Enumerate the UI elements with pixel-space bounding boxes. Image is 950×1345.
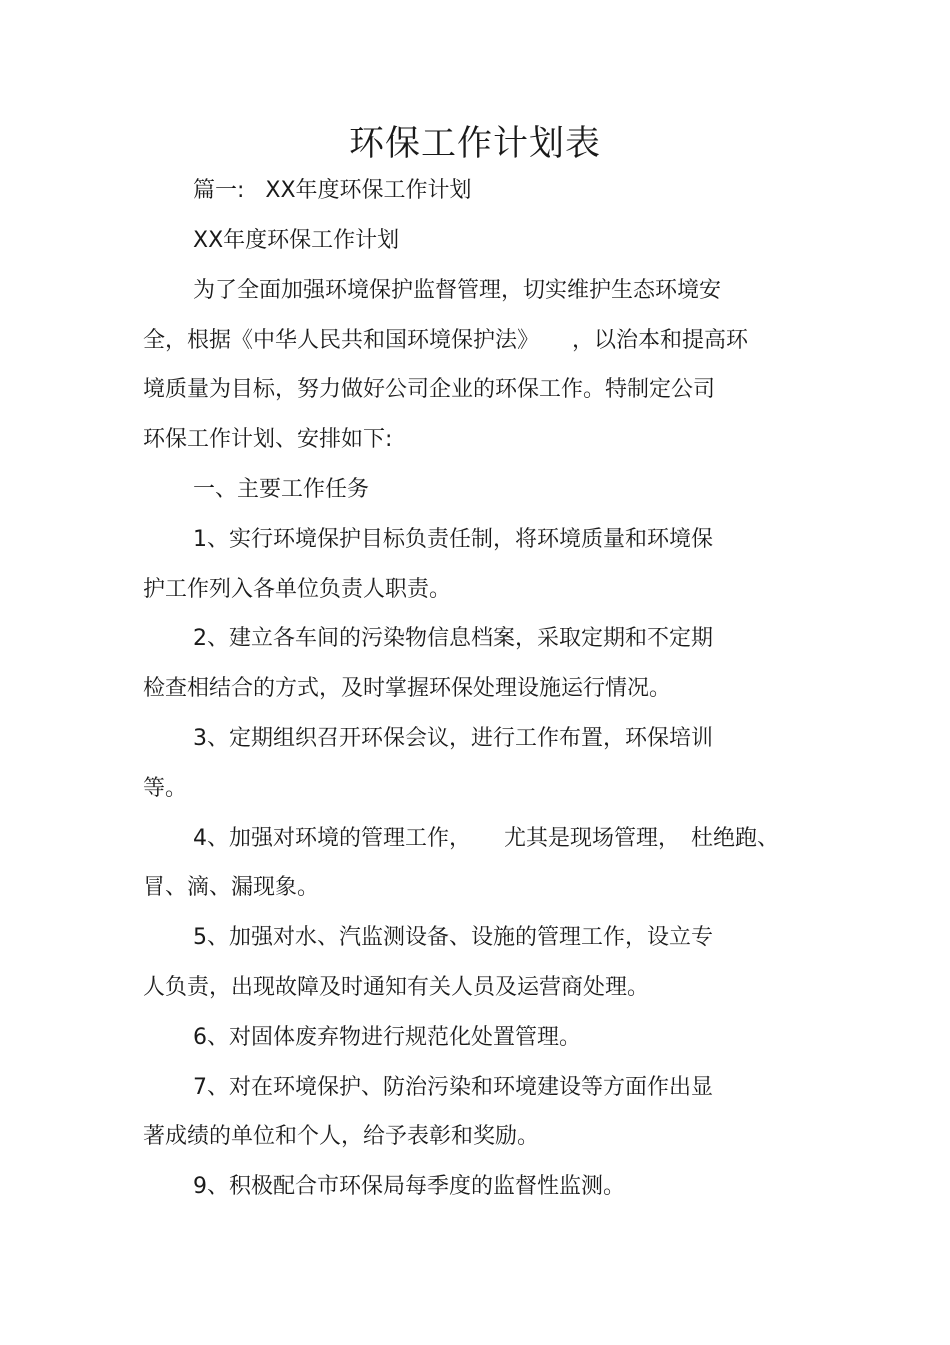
intro-line-4: 环保工作计划、安排如下: bbox=[143, 427, 393, 452]
intro-line-3: 境质量为目标，努力做好公司企业的环保工作。特制定公司 bbox=[143, 377, 716, 402]
document-heading: 篇一: XX年度环保工作计划 bbox=[193, 178, 472, 203]
item-3-line-2: 等。 bbox=[143, 776, 188, 801]
item-2-line-1: 2、建立各车间的污染物信息档案，采取定期和不定期 bbox=[193, 626, 713, 651]
section-title: 一、主要工作任务 bbox=[193, 477, 370, 502]
document-title: 环保工作计划表 bbox=[348, 124, 601, 164]
document-subheading: XX年度环保工作计划 bbox=[193, 228, 400, 253]
item-4-line-1: 4、加强对环境的管理工作， 尤其是现场管理， 杜绝跑、 bbox=[193, 826, 779, 851]
item-5-line-1: 5、加强对水、汽监测设备、设施的管理工作，设立专 bbox=[193, 925, 713, 950]
intro-line-1: 为了全面加强环境保护监督管理，切实维护生态环境安 bbox=[193, 278, 722, 303]
item-3-line-1: 3、定期组织召开环保会议，进行工作布置，环保培训 bbox=[193, 726, 713, 751]
item-5-line-2: 人负责，出现故障及时通知有关人员及运营商处理。 bbox=[143, 975, 650, 1000]
item-1-line-1: 1、实行环境保护目标负责任制，将环境质量和环境保 bbox=[193, 527, 713, 552]
item-1-line-2: 护工作列入各单位负责人职责。 bbox=[143, 577, 452, 602]
item-7-line-1: 7、对在环境保护、防治污染和环境建设等方面作出显 bbox=[193, 1075, 713, 1100]
item-2-line-2: 检查相结合的方式，及时掌握环保处理设施运行情况。 bbox=[143, 676, 672, 701]
item-6-line-1: 6、对固体废弃物进行规范化处置管理。 bbox=[193, 1025, 581, 1050]
item-9-line-1: 9、积极配合市环保局每季度的监督性监测。 bbox=[193, 1174, 625, 1199]
intro-line-2: 全，根据《中华人民共和国环境保护法》 ，以治本和提高环 bbox=[143, 328, 749, 353]
item-4-line-2: 冒、滴、漏现象。 bbox=[143, 875, 320, 900]
item-7-line-2: 著成绩的单位和个人，给予表彰和奖励。 bbox=[143, 1124, 540, 1149]
